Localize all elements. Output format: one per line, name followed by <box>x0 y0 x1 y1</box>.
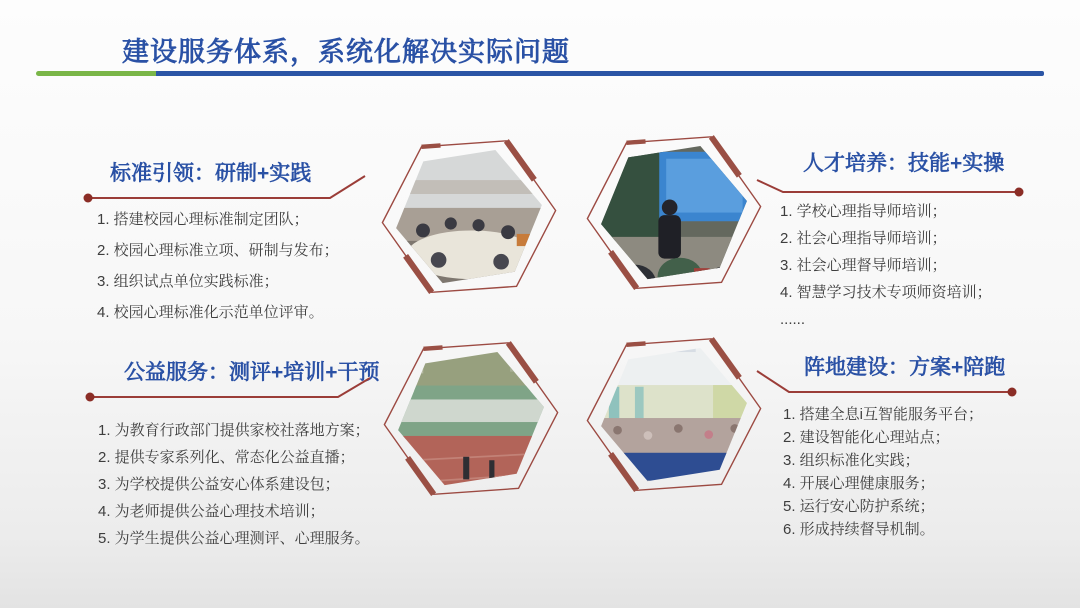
list-item: 1. 搭建校园心理标准制定团队； <box>97 211 309 228</box>
section-heading-welfare: 公益服务：测评+培训+干预 <box>124 361 380 384</box>
hexagon-meeting-room-photo <box>376 128 562 306</box>
meeting-room-photo <box>378 128 560 306</box>
slide-title: 建设服务体系，系统化解决实际问题 <box>122 37 570 67</box>
list-item: 1. 为教育行政部门提供家校社落地方案； <box>98 422 370 439</box>
list-item: 2. 提供专家系列化、常态化公益直播； <box>98 449 355 466</box>
list-item: 5. 运行安心防护系统； <box>783 498 935 515</box>
hexagon-playground-photo <box>378 330 564 508</box>
connector-dot <box>86 393 95 402</box>
hexagon-conference-hall-photo <box>581 326 767 504</box>
list-item: 2. 社会心理指导师培训； <box>780 230 947 247</box>
list-item: 2. 校园心理标准立项、研制与发布； <box>97 242 339 259</box>
section-heading-talent: 人才培养：技能+实操 <box>803 152 1005 175</box>
list-item: 6. 形成持续督导机制。 <box>783 521 935 538</box>
title-rule-blue <box>156 71 1044 76</box>
connector-dot <box>84 194 93 203</box>
section-heading-position: 阵地建设：方案+陪跑 <box>804 356 1006 379</box>
list-item: 3. 组织标准化实践； <box>783 452 920 469</box>
list-item: 3. 社会心理督导师培训； <box>780 257 947 274</box>
list-item: 4. 开展心理健康服务； <box>783 475 935 492</box>
list-item: 2. 建设智能化心理站点； <box>783 429 950 446</box>
connector-line-talent <box>757 176 1030 202</box>
connector-line-position <box>757 366 1030 398</box>
list-item: 3. 组织试点单位实践标准； <box>97 273 279 290</box>
section-list-welfare <box>98 420 370 555</box>
title-rule-green <box>36 71 156 76</box>
list-item: 5. 为学生提供公益心理测评、心理服务。 <box>98 530 370 547</box>
list-item: 4. 为老师提供公益心理技术培训； <box>98 503 325 520</box>
list-item: 1. 搭建全息i互智能服务平台； <box>783 406 984 423</box>
connector-dot <box>1015 188 1024 197</box>
section-list-position <box>783 404 983 542</box>
list-item: 3. 为学校提供公益安心体系建设包； <box>98 476 340 493</box>
connector-line-welfare <box>82 368 382 404</box>
classroom-photo <box>583 124 765 302</box>
playground-photo <box>380 330 562 508</box>
list-item: 4. 智慧学习技术专项师资培训； <box>780 284 992 301</box>
connector-dot <box>1008 388 1017 397</box>
list-item: 1. 学校心理指导师培训； <box>780 203 947 220</box>
hexagon-classroom-photo <box>581 124 767 302</box>
section-list-talent <box>780 201 992 336</box>
list-item: 4. 校园心理标准化示范单位评审。 <box>97 304 324 321</box>
list-item: ...... <box>780 311 806 328</box>
section-heading-standards: 标准引领：研制+实践 <box>110 162 312 185</box>
section-list-standards <box>97 209 339 333</box>
conference-hall-photo <box>583 326 765 504</box>
connector-line-standards <box>80 168 380 204</box>
